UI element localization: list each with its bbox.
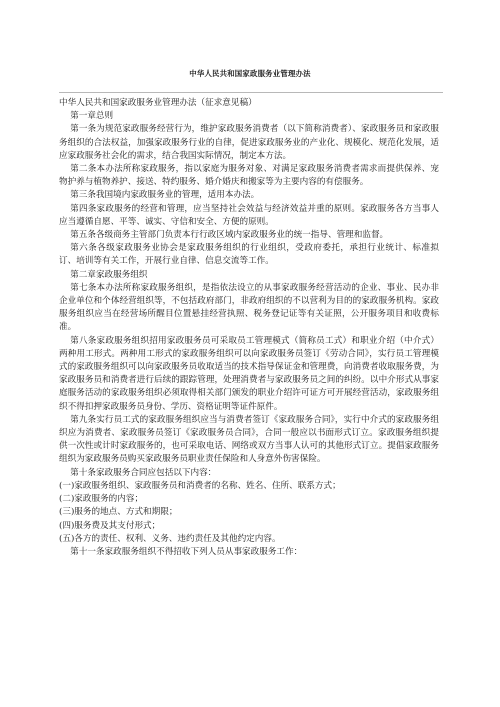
paragraph: 第一条为规范家政服务经营行为，维护家政服务消费者（以下简称消费者）、家政服务员和家政服务组织的合法权益，加强家政服务行业的自律，促进家政服务业的产业化、规模化、规范化发展，适应家政服务社会化的需求，结合我国实际情况，制定本方法。 <box>59 124 439 161</box>
paragraph: 第八条家政服务组织招用家政服务员可采取员工管理模式（简称员工式）和职业介绍（中介式）两种用工形式。两种用工形式的家政服务组织可以向家政服务员签订《劳动合同》，实行员工管理模式的家政服务组织可以向家政服务员收取适当的技术指导保证金和管理费，向消费者收取服务费，为家政服务员和消费者进行后续的跟踪管理，处理消费者与家政服务员之间的纠纷。以中介形式从事家庭服务活动的家政服务组织必须取得相关部门颁发的职业介绍许可证方可开展经营活动，家政服务组织不得扣押家政服务员身份、学历、资格证明等证件原件。 <box>59 335 439 412</box>
paragraph: 第一章总则 <box>70 111 114 122</box>
paragraph: 第二章家政服务组织 <box>70 269 148 280</box>
paragraph: (三)服务的地点、方式和期限； <box>59 507 178 518</box>
paragraph: 第六条各级家政服务业协会是家政服务组织的行业组织，受政府委托，承担行业统计、标准拟订、培训等有关工作，开展行业自律、信息交流等工作。 <box>59 243 439 267</box>
header-divider <box>59 92 443 93</box>
paragraph: (一)家政服务组织、家政服务员和消费者的名称、姓名、住所、联系方式； <box>59 480 341 491</box>
paragraph: 第十条家政服务合同应包括以下内容： <box>70 467 217 478</box>
paragraph: 第四条家政服务的经营和管理，应当坚持社会效益与经济效益并重的原则。家政服务各方当事人应当遵循自愿、平等、诚实、守信和安全、方便的原则。 <box>59 203 439 227</box>
paragraph: 第三条我国境内家政服务业的管理，适用本办法。 <box>70 190 260 201</box>
paragraph: 第九条实行员工式的家政服务组织应当与消费者签订《家政服务合同》，实行中介式的家政服务组织应为消费者、家政服务员签订《家政服务员合同》，合同一般应以书面形式订立。家政服务组织提供一次性或计时家政服务的，也可采取电话、网络或双方当事人认可的其他形式订立。提倡家政服务组织为家政服务员购买家政服务员职业责任保险和人身意外伤害保险。 <box>59 414 439 465</box>
paragraph: 第七条本办法所称家政服务组织，是指依法设立的从事家政服务经营活动的企业、事业、民办非企业单位和个体经营组织等，不包括政府部门，非政府组织的不以营利为目的的家政服务机构。家政服务组织应当在经营场所醒目位置悬挂经营执照、税务登记证等有关证照，公开服务项目和收费标准。 <box>59 282 439 333</box>
paragraph: (二)家政服务的内容； <box>59 494 144 505</box>
page-title: 中华人民共和国家政服务业管理办法 <box>189 69 311 78</box>
paragraph: 第十一条家政服务组织不得招收下列人员从事家政服务工作： <box>70 546 303 557</box>
paragraph: (四)服务费及其支付形式； <box>59 520 161 531</box>
paragraph: 第二条本办法所称家政服务，指以家庭为服务对象、对满足家政服务消费者需求而提供保养、宠物护养与植物养护、接送、特约服务、婚介婚庆和搬家等为主要内容的有偿服务。 <box>59 164 439 188</box>
paragraph: (五)各方的责任、权利、义务、违约责任及其他约定内容。 <box>59 533 281 544</box>
paragraph: 中华人民共和国家政服务业管理办法（征求意见稿） <box>59 98 257 108</box>
paragraph: 第五条各级商务主管部门负责本行行政区域内家政服务业的统一指导、管理和监督。 <box>70 230 389 241</box>
document-body <box>59 97 439 559</box>
